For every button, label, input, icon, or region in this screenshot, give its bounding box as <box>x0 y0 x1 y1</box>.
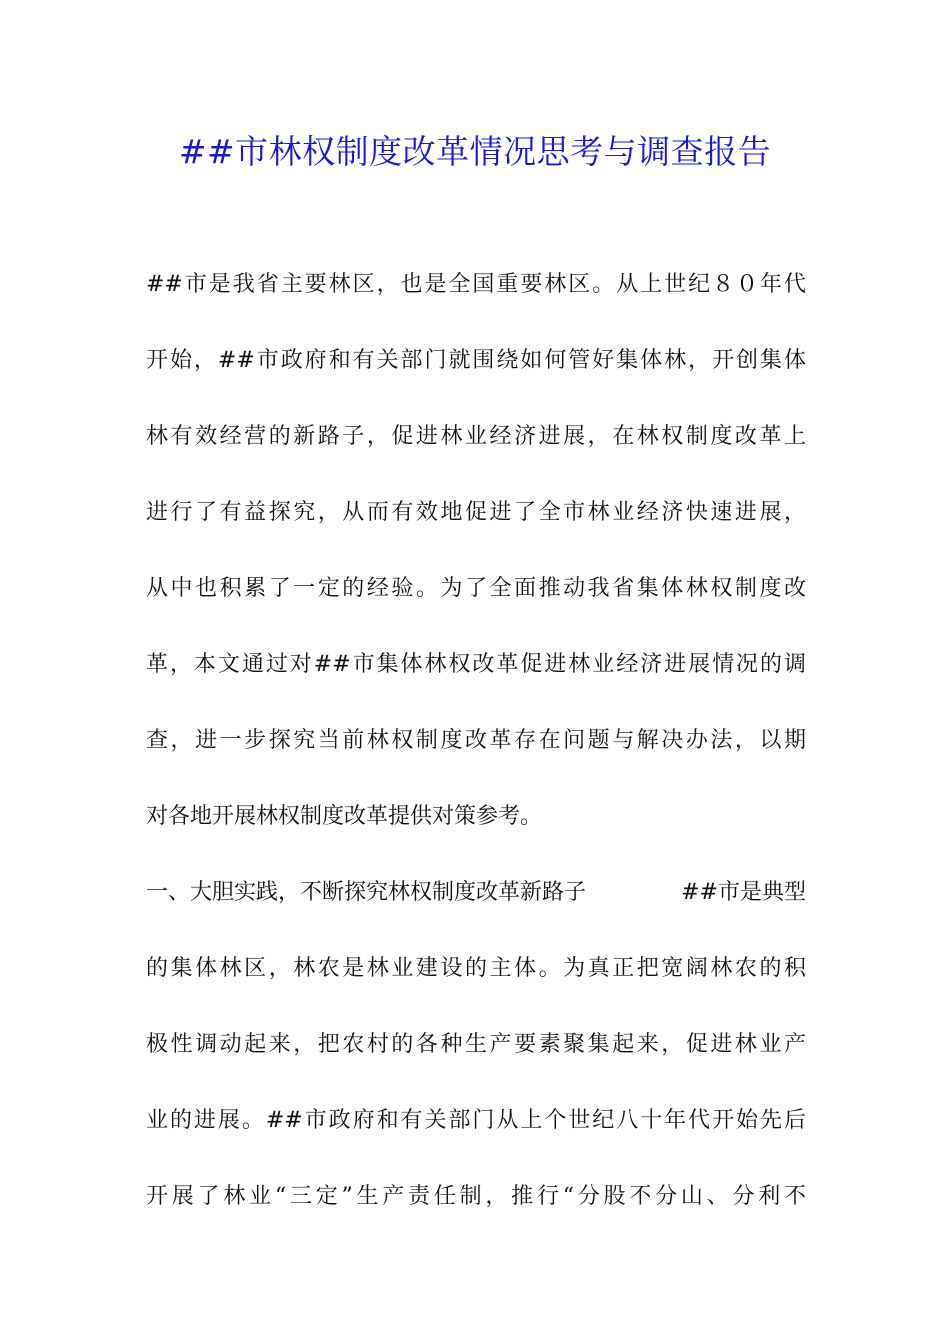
paragraph-line: 开始，##市政府和有关部门就围绕如何管好集体林，开创集体 <box>146 348 806 373</box>
paragraph-line: 业的进展。##市政府和有关部门从上个世纪八十年代开始先后 <box>146 1108 806 1133</box>
paragraph-line: 查，进一步探究当前林权制度改革存在问题与解决办法，以期 <box>146 728 806 753</box>
paragraph-line: 进行了有益探究，从而有效地促进了全市林业经济快速进展， <box>146 500 806 525</box>
paragraph-line: 的集体林区，林农是林业建设的主体。为真正把宽阔林农的积 <box>146 956 806 981</box>
paragraph-line: 极性调动起来，把农村的各种生产要素聚集起来，促进林业产 <box>146 1032 806 1057</box>
section-heading: 一、大胆实践，不断探究林权制度改革新路子 <box>146 880 587 905</box>
section-heading-tail: ##市是典型 <box>681 880 806 905</box>
paragraph-line: 革，本文通过对##市集体林权改革促进林业经济进展情况的调 <box>146 652 806 677</box>
document-title: ##市林权制度改革情况思考与调查报告 <box>178 132 772 171</box>
paragraph-line: 对各地开展林权制度改革提供对策参考。 <box>146 804 543 829</box>
section-heading-line <box>146 866 806 920</box>
document-body <box>146 258 806 1246</box>
paragraph-line: 从中也积累了一定的经验。为了全面推动我省集体林权制度改 <box>146 576 806 601</box>
paragraph-line: 开展了林业“三定”生产责任制，推行“分股不分山、分利不 <box>146 1184 806 1209</box>
paragraph-line: 林有效经营的新路子，促进林业经济进展，在林权制度改革上 <box>146 424 806 449</box>
paragraph-line: ##市是我省主要林区，也是全国重要林区。从上世纪８０年代 <box>146 272 806 297</box>
